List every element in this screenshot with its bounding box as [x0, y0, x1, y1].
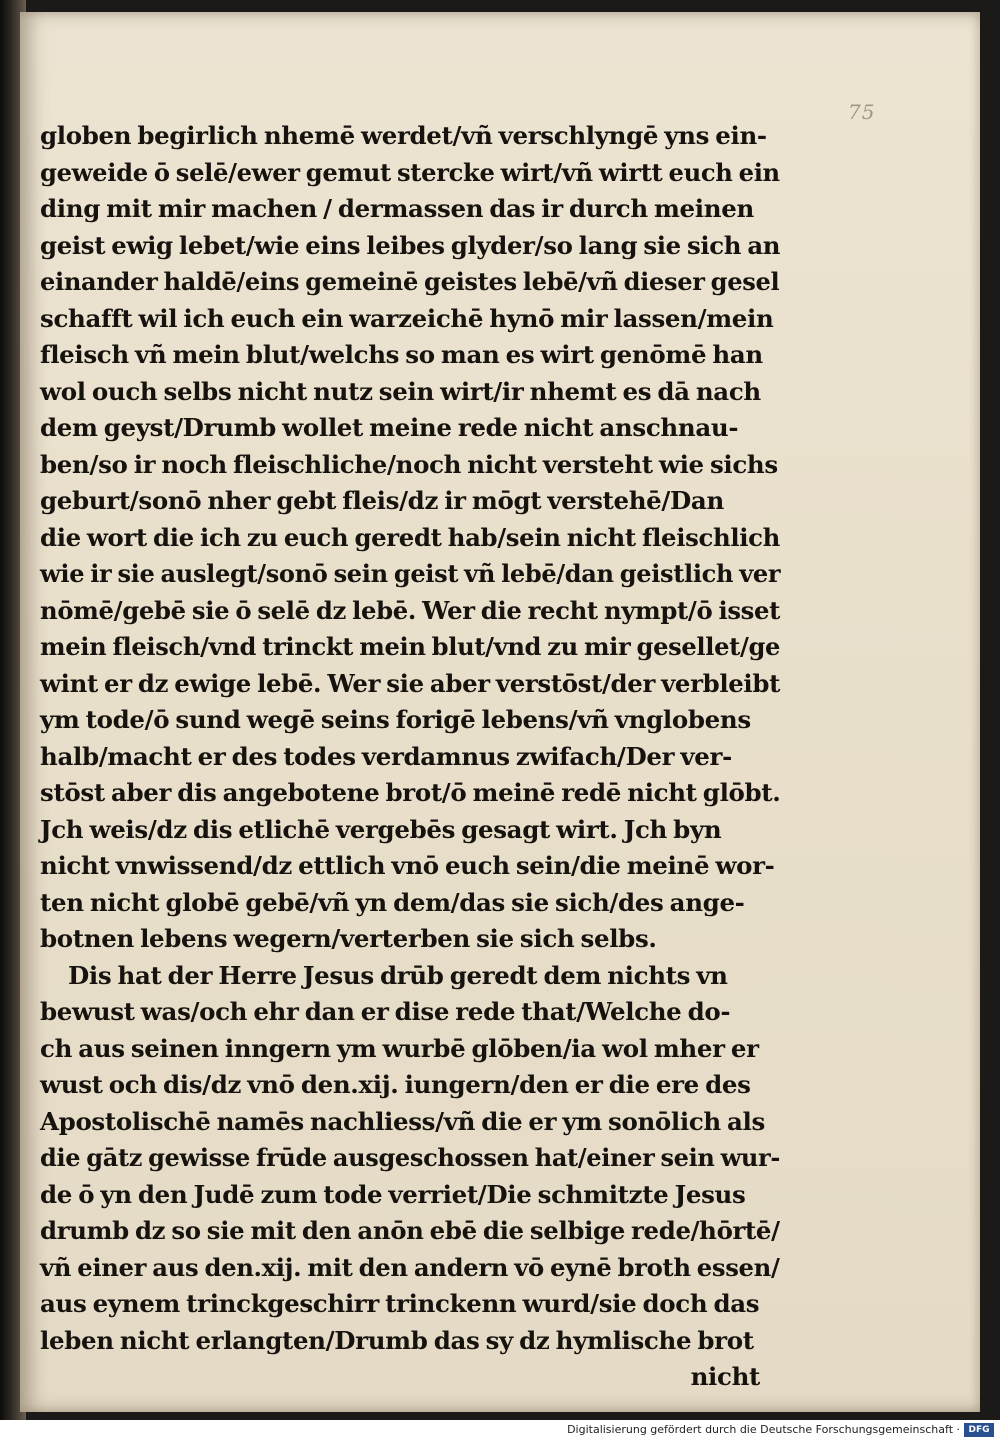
catchword: nicht	[690, 1362, 760, 1391]
text-line: botnen lebens wegern/verterben sie sich selbs.	[40, 924, 657, 953]
text-line: halb/macht er des todes verdamnus zwifach/Der ver-	[40, 741, 732, 771]
text-line: wint er dz ewige lebē. Wer sie aber verstōst/der verbleibt	[40, 668, 780, 698]
text-line: aus eynem trinckgeschirr trinckenn wurd/sie doch das	[40, 1289, 760, 1318]
text-line: nōmē/gebē sie ō selē dz lebē. Wer die recht nympt/ō isset	[40, 595, 781, 625]
text-line: wol ouch selbs nicht nutz sein wirt/ir nhemt es dā nach	[40, 376, 761, 406]
text-line: ten nicht globē gebē/vñ yn dem/das sie sich/des ange-	[40, 887, 745, 917]
text-line: Jch weis/dz dis etlichē vergebēs gesagt wirt. Jch byn	[40, 814, 722, 844]
dfg-logo: DFG	[964, 1423, 994, 1437]
text-line: drumb dz so sie mit den anōn ebē die selbige rede/hōrtē/	[40, 1216, 780, 1245]
text-line: geist ewig lebet/wie eins leibes glyder/so lang sie sich an	[40, 230, 781, 260]
text-line: de ō yn den Judē zum tode verriet/Die schmitzte Jesus	[40, 1179, 746, 1209]
text-line: ding mit mir machen / dermassen das ir durch meinen	[40, 194, 754, 223]
text-line: mein fleisch/vnd trinckt mein blut/vnd zu mir gesellet/ge	[40, 632, 781, 661]
text-line: wust och dis/dz vnō den.xij. iungern/den er die ere des	[40, 1070, 751, 1099]
text-line: schafft wil ich euch ein warzeichē hynō mir lassen/mein	[40, 303, 774, 333]
text-line: globen begirlich nhemē werdet/vñ verschlyngē yns ein-	[40, 121, 767, 150]
text-line: wie ir sie auslegt/sonō sein geist vñ lebē/dan geistlich ver	[40, 559, 781, 588]
footer-credit: Digitalisierung gefördert durch die Deutsche Forschungsgemeinschaft ·	[567, 1423, 960, 1436]
text-line: Dis hat der Herre Jesus drūb geredt dem nichts vn	[68, 960, 728, 990]
text-line: leben nicht erlangten/Drumb das sy dz hymlische brot	[40, 1325, 754, 1355]
text-line: ym tode/ō sund wegē seins forigē lebens/vñ vnglobens	[40, 705, 751, 734]
text-line: Apostolischē namēs nachliess/vñ die er ym sonōlich als	[40, 1106, 765, 1136]
text-line: fleisch vñ mein blut/welchs so man es wirt genōmē han	[40, 340, 763, 369]
text-line: geweide ō selē/ewer gemut stercke wirt/vñ wirtt euch ein	[40, 157, 780, 187]
text-line: ch aus seinen inngern ym wurbē glōben/ia wol mher er	[40, 1033, 759, 1063]
text-line: dem geyst/Drumb wollet meine rede nicht anschnau-	[40, 413, 739, 442]
text-line: bewust was/och ehr dan er dise rede that/Welche do-	[40, 997, 731, 1026]
text-line: stōst aber dis angebotene brot/ō meinē redē nicht glōbt.	[40, 778, 781, 807]
text-line: geburt/sonō nher gebt fleis/dz ir mōgt verstehē/Dan	[40, 486, 724, 515]
text-line: nicht vnwissend/dz ettlich vnō euch sein/die meinē wor-	[40, 851, 775, 880]
text-line: ben/so ir noch fleischliche/noch nicht versteht wie sichs	[40, 449, 778, 479]
text-line: vñ einer aus den.xij. mit den andern vō eynē broth essen/	[40, 1252, 780, 1282]
text-line: die wort die ich zu euch geredt hab/sein nicht fleischlich	[40, 522, 781, 552]
text-block	[40, 118, 780, 1396]
text-line: einander haldē/eins gemeinē geistes lebē/vñ dieser gesel	[40, 267, 780, 296]
folio-number: 75	[848, 100, 876, 124]
text-line: die gātz gewisse frūde ausgeschossen hat/einer sein wur-	[40, 1143, 780, 1172]
